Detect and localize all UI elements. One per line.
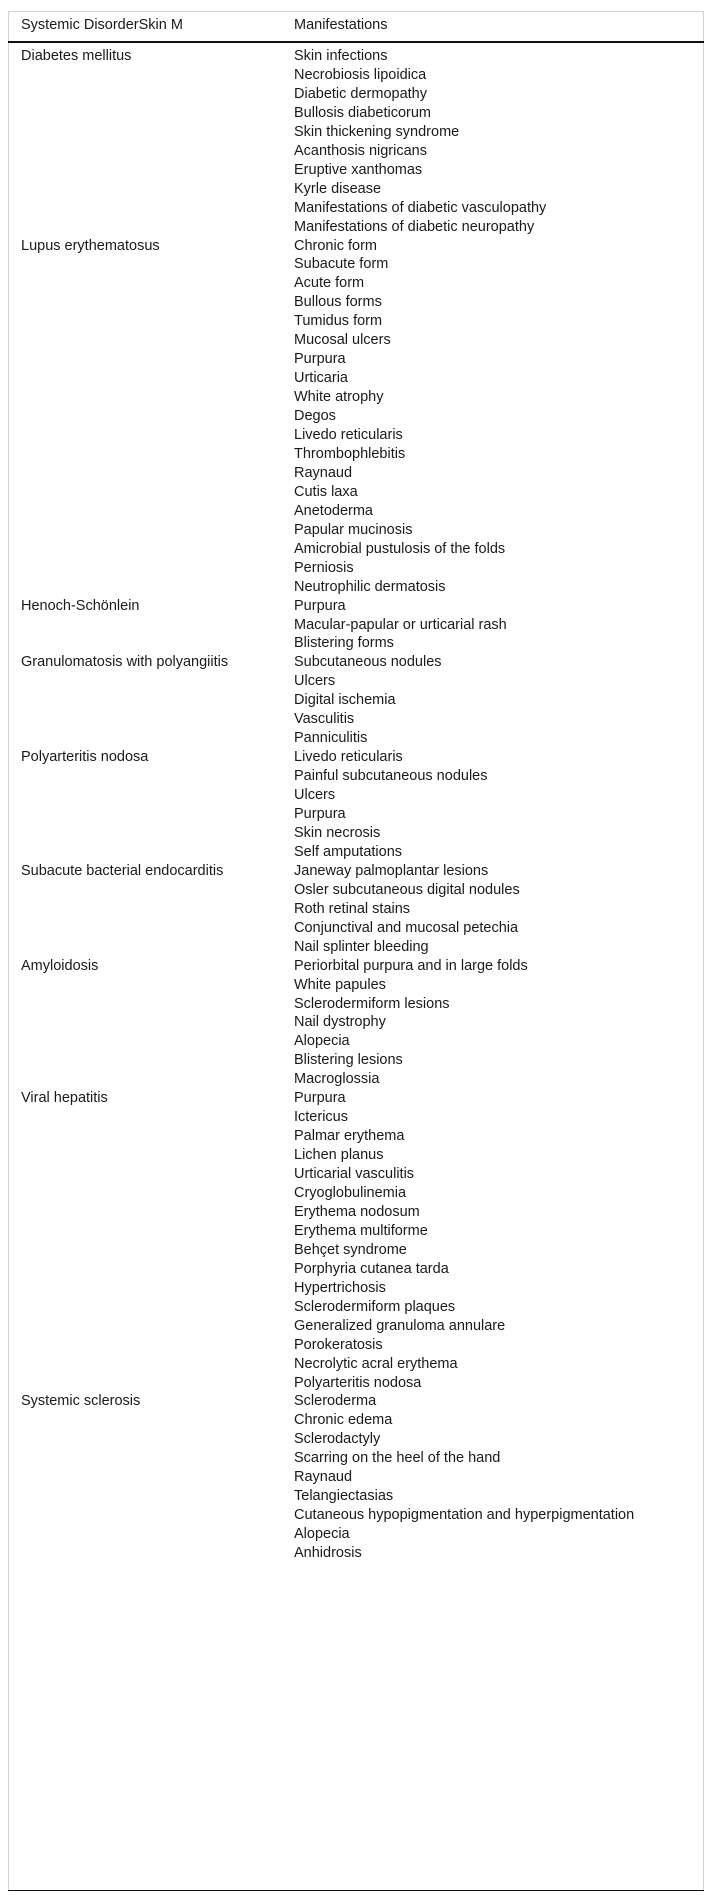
manifestation-cell: Purpura bbox=[294, 1090, 346, 1107]
manifestation-cell: Degos bbox=[294, 408, 336, 425]
manifestation-cell: Eruptive xanthomas bbox=[294, 161, 423, 178]
header-systemic-disorder: Systemic DisorderSkin M bbox=[21, 17, 183, 33]
manifestation-cell: Painful subcutaneous nodules bbox=[294, 768, 488, 785]
manifestation-cell: Purpura bbox=[294, 806, 346, 822]
manifestation-cell: White atrophy bbox=[294, 389, 384, 406]
manifestation-cell: Anhidrosis bbox=[294, 1545, 362, 1562]
manifestation-cell: Panniculitis bbox=[294, 730, 368, 747]
manifestation-cell: Behçet syndrome bbox=[294, 1241, 407, 1258]
header-manifestations: Manifestations bbox=[294, 17, 388, 33]
manifestation-cell: Palmar erythema bbox=[294, 1128, 405, 1145]
manifestation-cell: Cutis laxa bbox=[294, 483, 358, 500]
manifestation-cell: Chronic edema bbox=[294, 1412, 393, 1429]
manifestation-cell: Anetoderma bbox=[294, 502, 373, 519]
manifestation-cell: Skin infections bbox=[294, 48, 388, 64]
manifestation-cell: Livedo reticularis bbox=[294, 749, 403, 766]
disorder-cell: Amyloidosis bbox=[21, 957, 99, 974]
table-bottom-rule bbox=[8, 1890, 704, 1891]
manifestation-cell: Tumidus form bbox=[294, 313, 383, 330]
manifestation-cell: Bullosis diabeticorum bbox=[294, 104, 432, 121]
disorder-cell: Henoch-Schönlein bbox=[21, 597, 140, 614]
manifestation-cell: Manifestations of diabetic vasculopathy bbox=[294, 199, 547, 216]
manifestation-cell: Manifestations of diabetic neuropathy bbox=[294, 218, 535, 235]
disorder-cell: Systemic sclerosis bbox=[21, 1393, 141, 1410]
manifestation-cell: Subcutaneous nodules bbox=[294, 654, 442, 671]
manifestation-cell: Alopecia bbox=[294, 1526, 350, 1543]
manifestation-cell: Ictericus bbox=[294, 1109, 348, 1126]
manifestation-cell: Subacute form bbox=[294, 256, 389, 273]
manifestation-cell: Ulcers bbox=[294, 787, 336, 804]
manifestation-cell: Erythema nodosum bbox=[294, 1203, 420, 1220]
manifestation-cell: Roth retinal stains bbox=[294, 900, 411, 917]
manifestation-cell: Erythema multiforme bbox=[294, 1222, 428, 1239]
manifestation-cell: Porphyria cutanea tarda bbox=[294, 1260, 449, 1277]
manifestation-cell: Blistering lesions bbox=[294, 1052, 403, 1069]
manifestation-cell: Purpura bbox=[294, 351, 346, 368]
manifestation-cell: White papules bbox=[294, 976, 386, 993]
manifestation-cell: Necrolytic acral erythema bbox=[294, 1355, 458, 1372]
manifestation-cell: Purpura bbox=[294, 597, 346, 614]
manifestation-cell: Diabetic dermopathy bbox=[294, 85, 427, 102]
manifestation-cell: Cryoglobulinemia bbox=[294, 1185, 407, 1201]
manifestation-cell: Chronic form bbox=[294, 237, 377, 254]
manifestation-cell: Sclerodermiform plaques bbox=[294, 1298, 456, 1315]
disorder-cell: Polyarteritis nodosa bbox=[21, 749, 149, 766]
manifestation-cell: Neutrophilic dermatosis bbox=[294, 578, 446, 595]
manifestation-cell: Digital ischemia bbox=[294, 692, 396, 709]
manifestation-cell: Vasculitis bbox=[294, 711, 355, 728]
disorder-cell: Lupus erythematosus bbox=[21, 237, 160, 254]
manifestation-cell: Lichen planus bbox=[294, 1147, 384, 1164]
manifestation-cell: Sclerodermiform lesions bbox=[294, 995, 450, 1012]
manifestation-cell: Sclerodactyly bbox=[294, 1431, 381, 1448]
manifestation-cell: Self amputations bbox=[294, 843, 403, 860]
manifestation-cell: Thrombophlebitis bbox=[294, 445, 406, 462]
manifestation-cell: Blistering forms bbox=[294, 635, 394, 652]
manifestation-cell: Bullous forms bbox=[294, 294, 382, 311]
manifestation-cell: Mucosal ulcers bbox=[294, 332, 391, 349]
manifestation-cell: Papular mucinosis bbox=[294, 521, 413, 538]
manifestation-cell: Conjunctival and mucosal petechia bbox=[294, 919, 519, 936]
manifestation-cell: Acute form bbox=[294, 275, 365, 292]
manifestation-cell: Raynaud bbox=[294, 1469, 353, 1486]
manifestation-cell: Perniosis bbox=[294, 559, 354, 576]
manifestation-cell: Janeway palmoplantar lesions bbox=[294, 862, 489, 879]
disorder-cell: Diabetes mellitus bbox=[21, 48, 132, 64]
manifestation-cell: Nail dystrophy bbox=[294, 1014, 386, 1031]
manifestation-cell: Livedo reticularis bbox=[294, 427, 403, 443]
manifestation-cell: Nail splinter bleeding bbox=[294, 938, 429, 955]
manifestation-cell: Necrobiosis lipoidica bbox=[294, 66, 427, 83]
manifestation-cell: Alopecia bbox=[294, 1033, 350, 1050]
manifestation-cell: Urticarial vasculitis bbox=[294, 1166, 415, 1183]
manifestation-cell: Acanthosis nigricans bbox=[294, 142, 427, 159]
manifestation-cell: Porokeratosis bbox=[294, 1336, 383, 1353]
disorder-cell: Viral hepatitis bbox=[21, 1090, 108, 1107]
manifestation-cell: Macular-papular or urticarial rash bbox=[294, 616, 507, 633]
manifestation-cell: Macroglossia bbox=[294, 1071, 380, 1088]
manifestation-cell: Polyarteritis nodosa bbox=[294, 1374, 422, 1391]
manifestation-cell: Generalized granuloma annulare bbox=[294, 1317, 506, 1334]
manifestation-cell: Amicrobial pustulosis of the folds bbox=[294, 540, 506, 557]
manifestation-cell: Urticaria bbox=[294, 370, 348, 387]
manifestation-cell: Raynaud bbox=[294, 464, 353, 481]
disorder-cell: Granulomatosis with polyangiitis bbox=[21, 654, 229, 671]
manifestation-cell: Periorbital purpura and in large folds bbox=[294, 957, 528, 974]
header-divider bbox=[8, 41, 704, 43]
manifestation-cell: Kyrle disease bbox=[294, 180, 382, 197]
manifestation-cell: Scleroderma bbox=[294, 1393, 377, 1410]
manifestation-cell: Skin thickening syndrome bbox=[294, 123, 460, 140]
manifestation-cell: Skin necrosis bbox=[294, 824, 381, 841]
manifestation-cell: Scarring on the heel of the hand bbox=[294, 1450, 501, 1467]
disorder-cell: Subacute bacterial endocarditis bbox=[21, 862, 224, 879]
manifestation-cell: Osler subcutaneous digital nodules bbox=[294, 881, 520, 898]
manifestation-cell: Hypertrichosis bbox=[294, 1279, 386, 1296]
manifestation-cell: Telangiectasias bbox=[294, 1488, 394, 1505]
manifestation-cell: Ulcers bbox=[294, 673, 336, 690]
manifestation-cell: Cutaneous hypopigmentation and hyperpigmentation bbox=[294, 1507, 635, 1524]
